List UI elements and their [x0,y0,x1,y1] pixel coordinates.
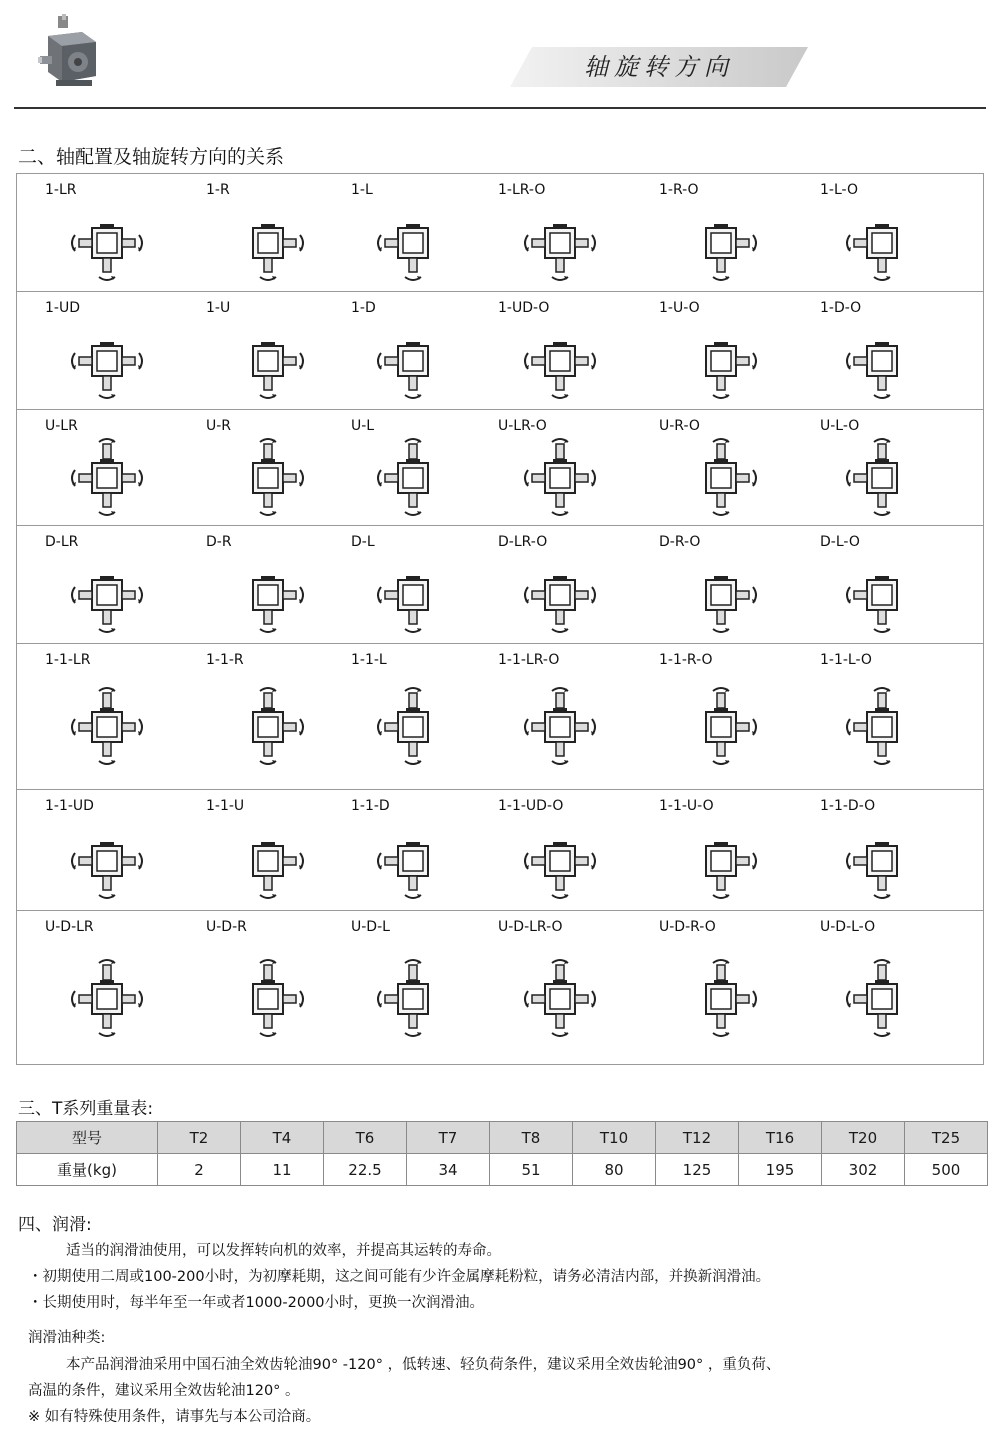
gearbox-rotation-icon [673,957,769,1041]
gearbox-rotation-icon [512,819,608,903]
diagram-cell [820,526,970,643]
model-cell: T7 [407,1122,490,1154]
gearbox-rotation-icon [59,819,155,903]
diagram-label: 1-R-O [659,182,699,198]
diagram-cell [206,790,356,910]
diagram-label: 1-1-UD-O [498,798,564,814]
gearbox-rotation-icon [512,685,608,769]
gearbox-rotation-icon [59,685,155,769]
diagram-cell [498,410,648,525]
oil-types-line-2: 高温的条件，建议采用全效齿轮油120° 。 [28,1383,300,1399]
gearbox-rotation-icon [365,685,461,769]
diagram-cell [498,911,648,1066]
weight-cell: 11 [241,1154,324,1186]
section-3-heading: 三、T系列重量表: [18,1099,154,1119]
diagram-row [17,790,983,911]
diagram-cell [498,790,648,910]
diagram-cell [206,911,356,1066]
oil-types-heading: 润滑油种类: [28,1330,106,1346]
model-cell: T20 [822,1122,905,1154]
table-header-label: 型号 [17,1122,158,1154]
diagram-cell [498,292,648,409]
diagram-cell [351,526,501,643]
diagram-row [17,174,983,292]
diagram-label: U-D-L-O [820,919,876,935]
model-cell: T2 [158,1122,241,1154]
table-row-label: 重量(kg) [17,1154,158,1186]
lubrication-longterm-note: ・长期使用时，每半年至一年或者1000-2000小时，更换一次润滑油。 [28,1295,485,1311]
gearbox-rotation-icon [59,957,155,1041]
diagram-cell [820,410,970,525]
diagram-cell [659,174,809,291]
diagram-label: 1-1-L [351,652,387,668]
diagram-row [17,644,983,790]
gearbox-rotation-icon [673,819,769,903]
model-cell: T25 [905,1122,988,1154]
section-2-heading: 二、轴配置及轴旋转方向的关系 [18,146,285,168]
diagram-label: 1-1-LR-O [498,652,560,668]
gearbox-rotation-icon [59,319,155,403]
gearbox-rotation-icon [365,819,461,903]
diagram-cell [45,292,195,409]
diagram-label: U-D-R-O [659,919,716,935]
diagram-cell [351,911,501,1066]
gearbox-rotation-icon [220,957,316,1041]
diagram-cell [45,410,195,525]
page-header-title: 轴旋转方向 [584,53,734,81]
gearbox-rotation-icon [512,957,608,1041]
gearbox-rotation-icon [673,319,769,403]
model-cell: T4 [241,1122,324,1154]
diagram-label: 1-LR-O [498,182,546,198]
diagram-cell [820,790,970,910]
diagram-label: 1-1-D-O [820,798,876,814]
diagram-row [17,911,983,1066]
diagram-label: D-R [206,534,232,550]
diagram-label: 1-1-U-O [659,798,714,814]
diagram-cell [351,644,501,789]
gearbox-rotation-icon [365,319,461,403]
diagram-cell [206,526,356,643]
diagram-label: U-D-LR [45,919,94,935]
gearbox-rotation-icon [220,319,316,403]
gearbox-rotation-icon [365,553,461,637]
gearbox-rotation-icon [512,319,608,403]
weight-cell: 302 [822,1154,905,1186]
diagram-label: 1-1-UD [45,798,94,814]
special-conditions-note: ※ 如有特殊使用条件，请事先与本公司洽商。 [28,1409,321,1425]
gearbox-rotation-icon [834,553,930,637]
diagram-cell [351,174,501,291]
diagram-label: D-L [351,534,375,550]
diagram-cell [45,911,195,1066]
diagram-cell [45,790,195,910]
diagram-label: 1-LR [45,182,77,198]
diagram-label: 1-1-D [351,798,390,814]
diagram-label: U-R [206,418,232,434]
diagram-label: 1-D [351,300,376,316]
diagram-label: D-LR-O [498,534,548,550]
weight-cell: 500 [905,1154,988,1186]
gearbox-rotation-icon [834,819,930,903]
diagram-label: 1-L-O [820,182,858,198]
diagram-label: D-L-O [820,534,860,550]
model-cell: T8 [490,1122,573,1154]
gearbox-rotation-icon [512,201,608,285]
diagram-cell [45,526,195,643]
diagram-cell [820,174,970,291]
gearbox-rotation-icon [365,957,461,1041]
diagram-cell [659,644,809,789]
diagram-label: 1-U [206,300,231,316]
weight-cell: 80 [573,1154,656,1186]
gearbox-rotation-icon [59,553,155,637]
diagram-label: U-D-LR-O [498,919,563,935]
model-cell: T16 [739,1122,822,1154]
weight-table [16,1121,988,1186]
gearbox-rotation-icon [834,319,930,403]
diagram-cell [206,292,356,409]
diagram-cell [498,174,648,291]
diagram-label: 1-1-R [206,652,244,668]
diagram-cell [206,644,356,789]
gearbox-rotation-icon [365,436,461,520]
diagram-row [17,410,983,526]
diagram-label: D-R-O [659,534,701,550]
diagram-label: 1-R [206,182,230,198]
model-cell: T12 [656,1122,739,1154]
gearbox-rotation-icon [834,957,930,1041]
diagram-cell [659,292,809,409]
diagram-label: 1-UD-O [498,300,550,316]
diagram-label: 1-1-LR [45,652,91,668]
diagram-row [17,526,983,644]
gearbox-rotation-icon [834,436,930,520]
model-cell: T6 [324,1122,407,1154]
gearbox-rotation-icon [220,553,316,637]
gearbox-rotation-icon [673,201,769,285]
diagram-label: U-D-R [206,919,247,935]
gearbox-rotation-icon [512,436,608,520]
gearbox-rotation-icon [673,553,769,637]
weight-cell: 51 [490,1154,573,1186]
header-divider [14,107,986,109]
diagram-label: D-LR [45,534,79,550]
diagram-label: U-D-L [351,919,390,935]
diagram-cell [820,911,970,1066]
lubrication-initial-note: ・初期使用二周或100-200小时，为初摩耗期，这之间可能有少许金属摩耗粉粒，请务必清洁内部，并换新润滑油。 [28,1269,771,1285]
diagram-label: U-L-O [820,418,860,434]
diagram-label: 1-U-O [659,300,700,316]
weight-cell: 2 [158,1154,241,1186]
weight-table-data-row [17,1154,988,1186]
diagram-cell [659,790,809,910]
section-4-heading: 四、润滑: [18,1215,92,1235]
diagram-cell [351,292,501,409]
diagram-cell [206,174,356,291]
gearbox-rotation-icon [220,685,316,769]
gearbox-rotation-icon [220,436,316,520]
gearbox-rotation-icon [59,201,155,285]
diagram-cell [498,644,648,789]
gearbox-rotation-icon [365,201,461,285]
weight-cell: 34 [407,1154,490,1186]
diagram-label: U-LR [45,418,78,434]
diagram-label: U-LR-O [498,418,547,434]
diagram-row [17,292,983,410]
gearbox-rotation-icon [673,685,769,769]
gearbox-rotation-icon [512,553,608,637]
weight-cell: 22.5 [324,1154,407,1186]
diagram-cell [351,790,501,910]
gearbox-rotation-icon [220,201,316,285]
weight-table-header-row [17,1122,988,1154]
diagram-cell [45,174,195,291]
diagram-cell [45,644,195,789]
diagram-cell [351,410,501,525]
diagram-cell [659,410,809,525]
diagram-cell [498,526,648,643]
gearbox-rotation-icon [59,436,155,520]
diagram-label: U-L [351,418,375,434]
diagram-cell [820,292,970,409]
gearbox-rotation-icon [673,436,769,520]
gearbox-rotation-icon [834,201,930,285]
gearbox-rotation-icon [220,819,316,903]
weight-cell: 125 [656,1154,739,1186]
diagram-label: 1-D-O [820,300,862,316]
diagram-label: 1-1-L-O [820,652,872,668]
diagram-cell [659,526,809,643]
shaft-configuration-grid [16,173,984,1065]
diagram-cell [206,410,356,525]
gearbox-logo-icon [38,14,102,88]
diagram-label: U-R-O [659,418,700,434]
diagram-cell [659,911,809,1066]
model-cell: T10 [573,1122,656,1154]
gearbox-rotation-icon [834,685,930,769]
weight-cell: 195 [739,1154,822,1186]
diagram-label: 1-L [351,182,373,198]
diagram-label: 1-1-R-O [659,652,713,668]
diagram-cell [820,644,970,789]
diagram-label: 1-UD [45,300,80,316]
lubrication-intro: 适当的润滑油使用，可以发挥转向机的效率，并提高其运转的寿命。 [66,1243,501,1259]
oil-types-line-1: 本产品润滑油采用中国石油全效齿轮油90° -120° ，低转速、轻负荷条件，建议采用全效齿轮油90° ，重负荷、 [66,1357,781,1373]
diagram-label: 1-1-U [206,798,245,814]
